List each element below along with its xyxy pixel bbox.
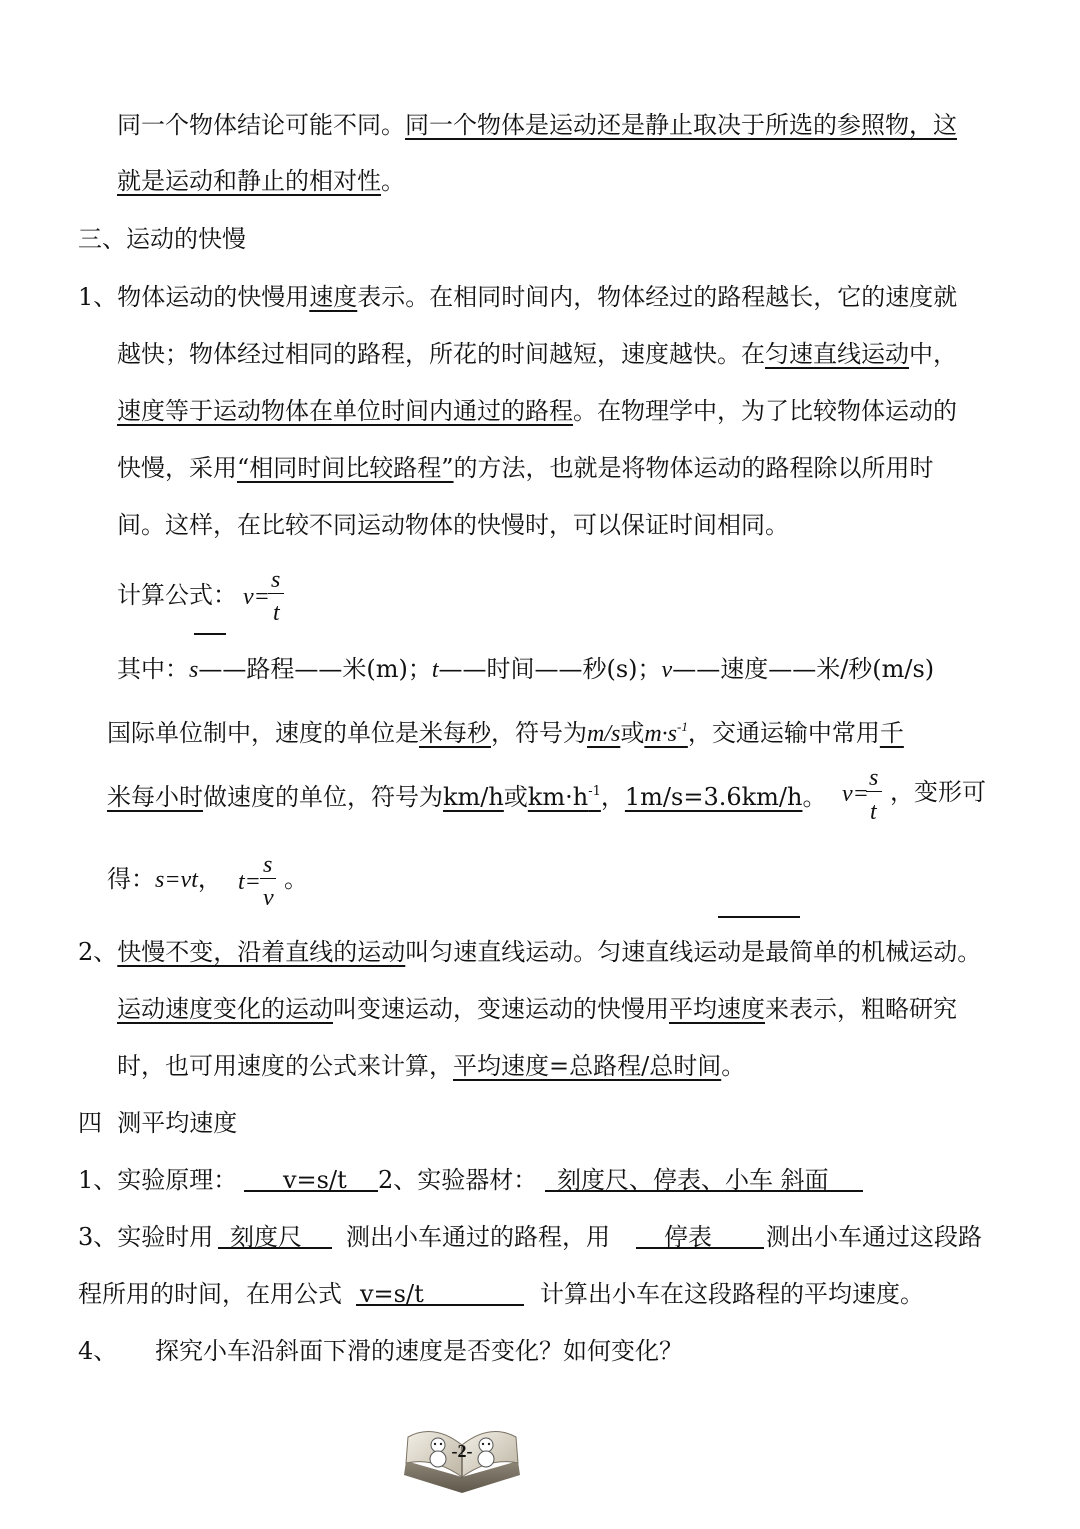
text: 时，也可用速度的公式来计算， bbox=[117, 1052, 453, 1080]
p1-line2 bbox=[117, 164, 405, 198]
list-number: 4、 bbox=[78, 1337, 118, 1365]
si-t-fraction-bar bbox=[260, 878, 276, 879]
heading-text: 四 测平均速度 bbox=[78, 1109, 238, 1137]
text: ，符号为 bbox=[491, 719, 587, 747]
answer-tool1: 刻度尺 bbox=[230, 1223, 302, 1251]
text: 测出小车通过的路程，用 bbox=[346, 1223, 610, 1251]
open-book-icon bbox=[400, 1415, 524, 1495]
exp3-line1-c bbox=[766, 1220, 982, 1254]
underlined-text: 就是运动和静止的相对性 bbox=[117, 167, 381, 195]
underlined-text: 速度等于运动物体在单位时间内通过的路程 bbox=[117, 397, 573, 425]
text: 。 bbox=[802, 783, 827, 811]
units-line bbox=[117, 652, 934, 687]
underlined-text: 平均速度=总路程/总时间 bbox=[453, 1052, 722, 1080]
symbol-s: s bbox=[189, 657, 199, 683]
text: 测出小车通过这段路 bbox=[766, 1223, 982, 1251]
formula-fraction-bar bbox=[268, 593, 284, 594]
exp1-line-b bbox=[378, 1163, 537, 1197]
si-t-denominator: v bbox=[263, 885, 274, 911]
text: 中， bbox=[909, 340, 957, 368]
exp1-principle bbox=[283, 1163, 347, 1197]
item1-line2 bbox=[117, 337, 957, 371]
underlined-text: 同一个物体是运动还是静止取决于所选的参照物，这 bbox=[405, 111, 957, 139]
exp4-text bbox=[155, 1334, 683, 1368]
text: 探究小车沿斜面下滑的速度是否变化？如何变化？ bbox=[155, 1337, 683, 1365]
underlined-text: km/h bbox=[443, 783, 504, 811]
unit-text: km·h bbox=[527, 783, 589, 811]
text: 的方法，也就是将物体运动的路程除以所用时 bbox=[453, 454, 934, 482]
exp4-line bbox=[78, 1334, 117, 1368]
text: 2、 bbox=[78, 938, 118, 966]
text: 程所用的时间，在用公式 bbox=[78, 1280, 342, 1308]
item1-line5 bbox=[117, 508, 789, 542]
underlined-text bbox=[528, 783, 601, 811]
formula-denominator: t bbox=[273, 600, 280, 626]
text: 做速度的单位，符号为 bbox=[203, 783, 443, 811]
exp3-line1 bbox=[78, 1220, 213, 1254]
symbol-v: v bbox=[661, 657, 673, 683]
text: ， bbox=[600, 783, 625, 811]
text: 2、实验器材： bbox=[378, 1166, 538, 1194]
formula-numerator: s bbox=[271, 567, 281, 593]
exp3-line2-b bbox=[540, 1277, 924, 1311]
text: 同一个物体结论可能不同。 bbox=[117, 111, 405, 139]
text: ，交通运输中常用 bbox=[687, 719, 880, 747]
underlined-text: 米每秒 bbox=[419, 719, 491, 747]
si-line1 bbox=[107, 710, 904, 751]
exp1-equipment bbox=[557, 1163, 829, 1197]
text: 叫变速运动，变速运动的快慢用 bbox=[333, 995, 669, 1023]
si-t-numerator: s bbox=[263, 852, 273, 878]
exp1-line bbox=[78, 1163, 237, 1197]
text: 来表示，粗略研究 bbox=[765, 995, 957, 1023]
text: 其中： bbox=[117, 655, 189, 683]
formula-v-eq: v= bbox=[243, 584, 270, 610]
si-denominator: t bbox=[870, 799, 877, 825]
underlined-symbol: m/s bbox=[587, 721, 621, 747]
text: 。 bbox=[381, 167, 405, 195]
text: 。 bbox=[284, 865, 308, 893]
underlined-text: 快慢不变，沿着直线的运动 bbox=[117, 938, 406, 966]
item1-line1 bbox=[78, 280, 957, 314]
underlined-symbol bbox=[644, 721, 688, 747]
exp3-tool2 bbox=[664, 1220, 712, 1254]
underlined-text: 千 bbox=[879, 719, 904, 747]
si-line3-end bbox=[284, 862, 308, 896]
text: 或 bbox=[503, 783, 528, 811]
si-numerator: s bbox=[869, 765, 879, 791]
underlined-text: 米每小时 bbox=[107, 783, 203, 811]
si-fraction-bar bbox=[866, 791, 882, 792]
underlined-text: 速度 bbox=[309, 283, 358, 311]
text: 计算公式： bbox=[117, 581, 237, 609]
item2-line3 bbox=[117, 1049, 745, 1083]
section-3-heading bbox=[78, 222, 246, 256]
text: ， bbox=[197, 865, 222, 893]
item1-line4 bbox=[117, 451, 934, 485]
decorative-underline bbox=[194, 633, 226, 635]
superscript: -1 bbox=[677, 719, 688, 734]
si-line3 bbox=[107, 862, 222, 897]
exp3-formula bbox=[360, 1277, 424, 1311]
exp3-line2 bbox=[78, 1277, 342, 1311]
text: 计算出小车在这段路程的平均速度。 bbox=[540, 1280, 924, 1308]
underlined-text: 1m/s=3.6km/h bbox=[624, 783, 803, 811]
text: 1、物体运动的快慢用 bbox=[78, 283, 310, 311]
item2-line1 bbox=[78, 935, 981, 969]
superscript: -1 bbox=[588, 784, 601, 799]
underlined-text: 平均速度 bbox=[669, 995, 765, 1023]
si-t-eq: t= bbox=[238, 869, 261, 895]
text: 间。这样，在比较不同运动物体的快慢时，可以保证时间相同。 bbox=[117, 511, 789, 539]
symbol-t: t bbox=[431, 657, 439, 683]
item2-line2 bbox=[117, 992, 957, 1026]
text: ——时间——秒(s)； bbox=[438, 655, 662, 683]
page-number: -2- bbox=[451, 1441, 473, 1461]
formula-s-vt: s=vt bbox=[155, 867, 198, 893]
text: 表示。在相同时间内，物体经过的路程越长，它的速度就 bbox=[357, 283, 958, 311]
exp3-line1-b bbox=[346, 1220, 610, 1254]
text: 。在物理学中，为了比较物体运动的 bbox=[573, 397, 957, 425]
si-v-eq: v= bbox=[842, 781, 869, 807]
decorative-underline bbox=[718, 916, 800, 918]
unit-text: m·s bbox=[644, 721, 678, 747]
answer-equipment: 刻度尺、停表、小车 斜面 bbox=[557, 1166, 829, 1194]
underlined-text: “相同时间比较路程” bbox=[237, 454, 454, 482]
text: 越快；物体经过相同的路程，所花的时间越短，速度越快。在 bbox=[117, 340, 765, 368]
answer-formula: v=s/t bbox=[360, 1280, 424, 1308]
page-number-book-icon bbox=[400, 1415, 524, 1501]
text: ——速度——米/秒(m/s) bbox=[672, 655, 935, 683]
text: ，变形可 bbox=[890, 778, 986, 806]
underlined-text: 运动速度变化的运动 bbox=[117, 995, 333, 1023]
text: 快慢，采用 bbox=[117, 454, 237, 482]
answer-tool2: 停表 bbox=[664, 1223, 712, 1251]
text: 1、实验原理： bbox=[78, 1166, 238, 1194]
text: 3、实验时用 bbox=[78, 1223, 214, 1251]
text: 或 bbox=[620, 719, 645, 747]
text: 。 bbox=[721, 1052, 746, 1080]
answer-principle: v=s/t bbox=[283, 1166, 347, 1194]
p1-line1 bbox=[117, 108, 957, 142]
text: 叫匀速直线运动。匀速直线运动是最简单的机械运动。 bbox=[405, 938, 982, 966]
section-4-heading bbox=[78, 1106, 237, 1140]
heading-text: 三、运动的快慢 bbox=[78, 225, 246, 253]
exp3-tool1 bbox=[230, 1220, 302, 1254]
text: 得： bbox=[107, 865, 155, 893]
si-line2-end bbox=[890, 775, 986, 809]
item1-line3 bbox=[117, 394, 957, 428]
text: 国际单位制中，速度的单位是 bbox=[107, 719, 419, 747]
formula-label bbox=[117, 578, 237, 612]
underlined-text: 匀速直线运动 bbox=[765, 340, 909, 368]
si-line2 bbox=[107, 775, 826, 814]
text: ——路程——米(m)； bbox=[198, 655, 432, 683]
